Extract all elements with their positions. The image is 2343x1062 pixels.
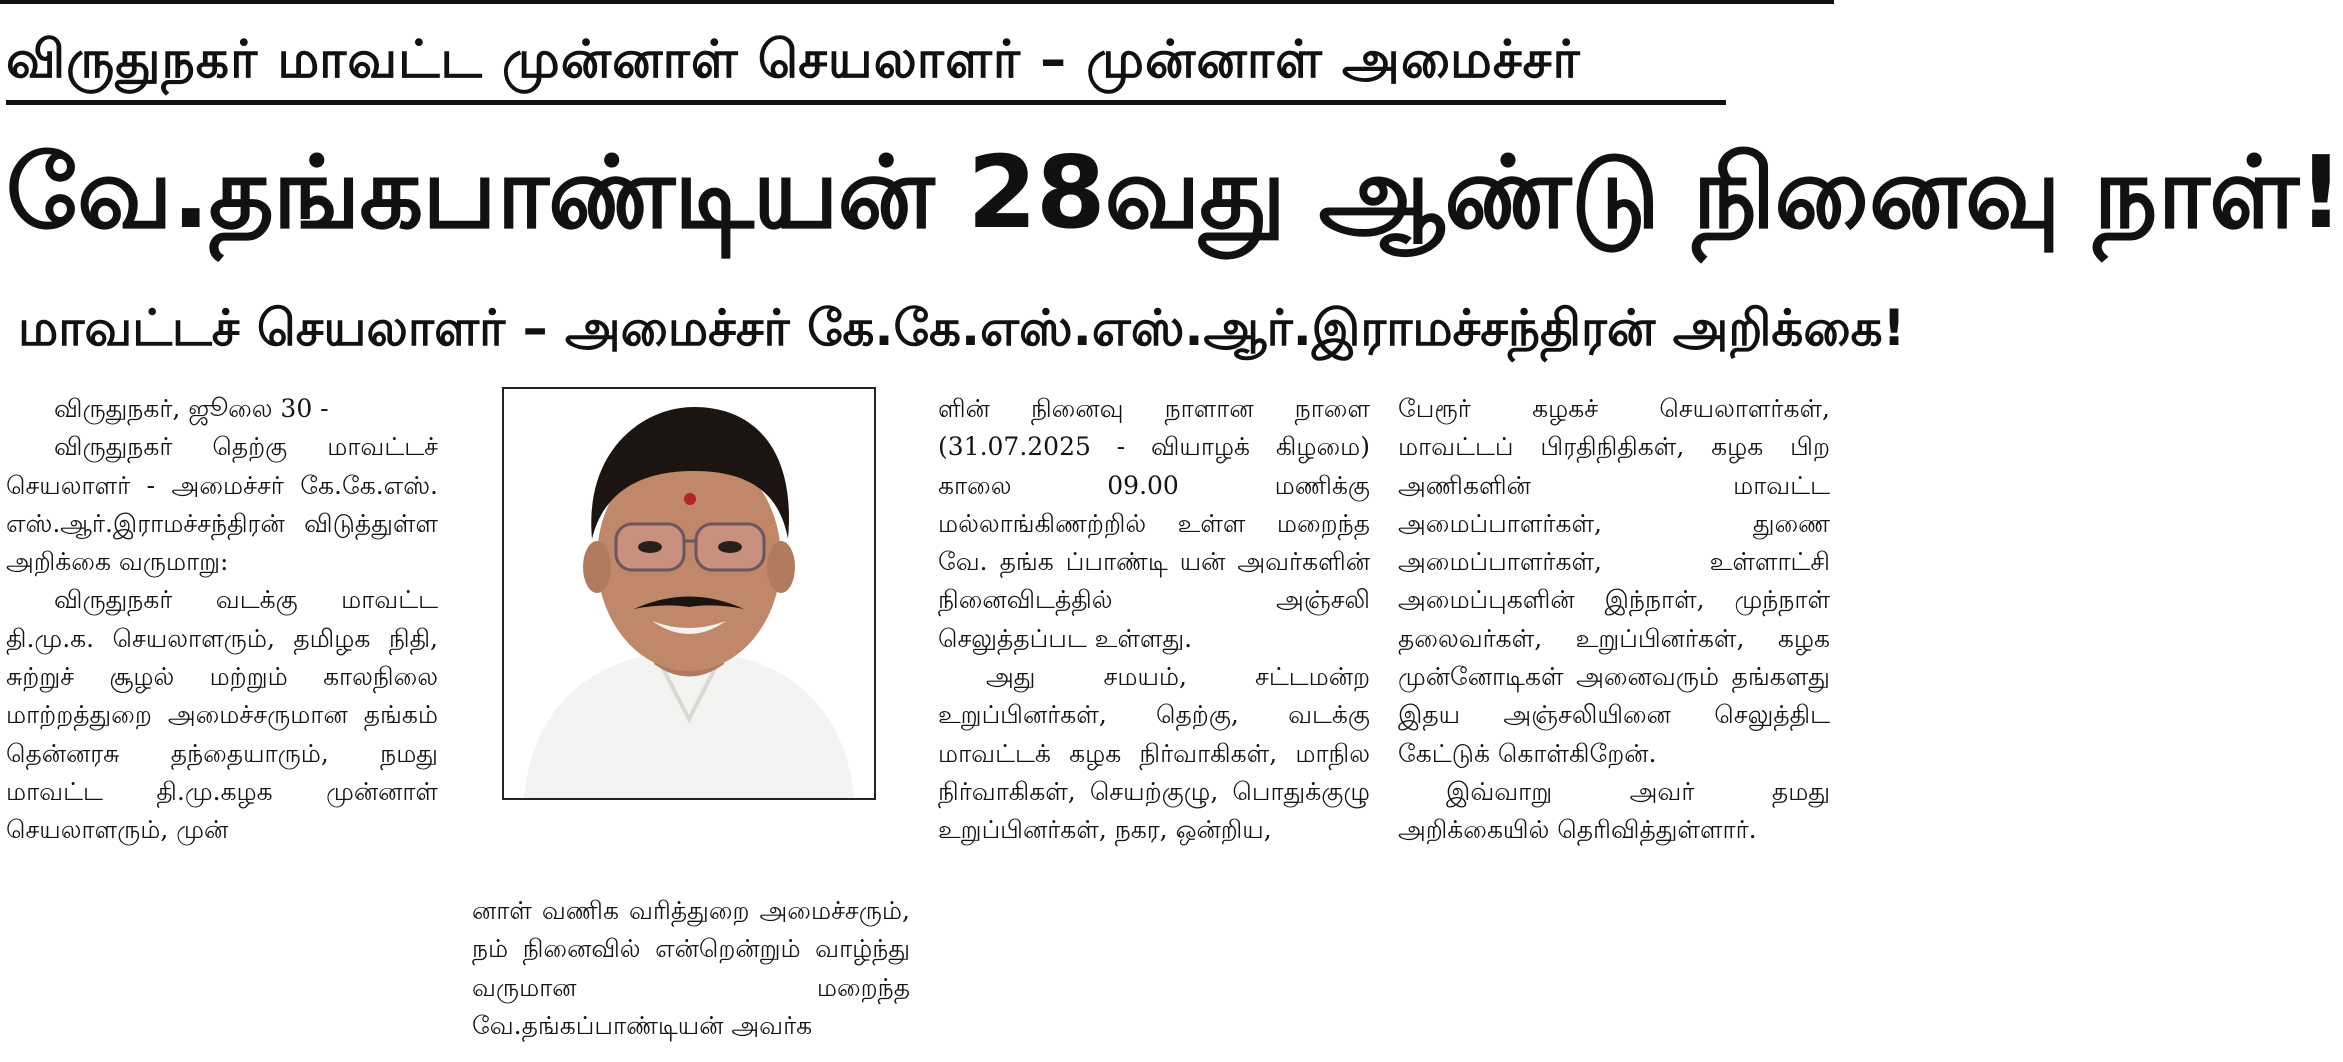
article-column-1 (6, 390, 438, 850)
kicker-line: விருதுநகர் மாவட்ட முன்னாள் செயலாளர் – முன்னாள் அமைச்சர் (6, 20, 1726, 105)
paragraph: விருதுநகர் தெற்கு மாவட்டச் செயலாளர் - அமைச்சர் கே.கே.எஸ். எஸ்.ஆர்.இராமச்சந்திரன் விடுத்துள்ள அறிக்கை வருமாறு: (6, 432, 438, 577)
paragraph: இவ்வாறு அவர் தமது அறிக்கையில் தெரிவித்துள்ளார். (1398, 776, 1830, 845)
dateline: விருதுநகர், ஜூலை 30 - (54, 394, 329, 423)
article-column-4 (1398, 390, 1830, 850)
article-column-2 (472, 892, 910, 1045)
paragraph: அது சமயம், சட்டமன்ற உறுப்பினர்கள், தெற்கு, வடக்கு மாவட்டக் கழக நிர்வாகிகள், மாநில நிர்வாகிகள், செயற்குழு, பொதுக்குழு உறுப்பினர்கள், நகர, ஒன்றிய, (938, 662, 1370, 845)
paragraph: ளின் நினைவு நாளான நாளை (31.07.2025 - வியாழக் கிழமை) காலை 09.00 மணிக்கு மல்லாங்கிணற்றில் உள்ள மறைந்த வே. தங்க ப்பாண்டி யன் அவர்களின் நினைவிடத்தில் அஞ்சலி செலுத்தப்பட உள்ளது. (938, 394, 1370, 653)
subheadline: மாவட்டச் செயலாளர் – அமைச்சர் கே.கே.எஸ்.எஸ்.ஆர்.இராமச்சந்திரன் அறிக்கை! (18, 299, 1906, 357)
top-rule (0, 0, 1834, 4)
paragraph: னாள் வணிக வரித்துறை அமைச்சரும், நம் நினைவில் என்றென்றும் வாழ்ந்து வருமான மறைந்த வே.தங்கப்பாண்டியன் அவர்க (472, 896, 910, 1040)
headline: வே.தங்கபாண்டியன் 28வது ஆண்டு நினைவு நாள்! (6, 134, 2343, 251)
portrait-photo (502, 387, 876, 800)
portrait-icon (504, 389, 874, 798)
article-column-3 (938, 390, 1370, 850)
paragraph: பேரூர் கழகச் செயலாளர்கள், மாவட்டப் பிரதிநிதிகள், கழக பிற அணிகளின் மாவட்ட அமைப்பாளர்கள், துணை அமைப்பாளர்கள், உள்ளாட்சி அமைப்புகளின் இந்நாள், முந்நாள் தலைவர்கள், உறுப்பினர்கள், கழக முன்னோடிகள் அனைவரும் தங்களது இதய அஞ்சலியினை செலுத்திட கேட்டுக் கொள்கிறேன். (1398, 394, 1830, 768)
paragraph: விருதுநகர் வடக்கு மாவட்ட தி.மு.க. செயலாளரும், தமிழக நிதி, சுற்றுச் சூழல் மற்றும் காலநிலை மாற்றத்துறை அமைச்சருமான தங்கம் தென்னரசு தந்தையாரும், நமது மாவட்ட தி.மு.கழக முன்னாள் செயலாளரும், முன் (6, 585, 438, 845)
